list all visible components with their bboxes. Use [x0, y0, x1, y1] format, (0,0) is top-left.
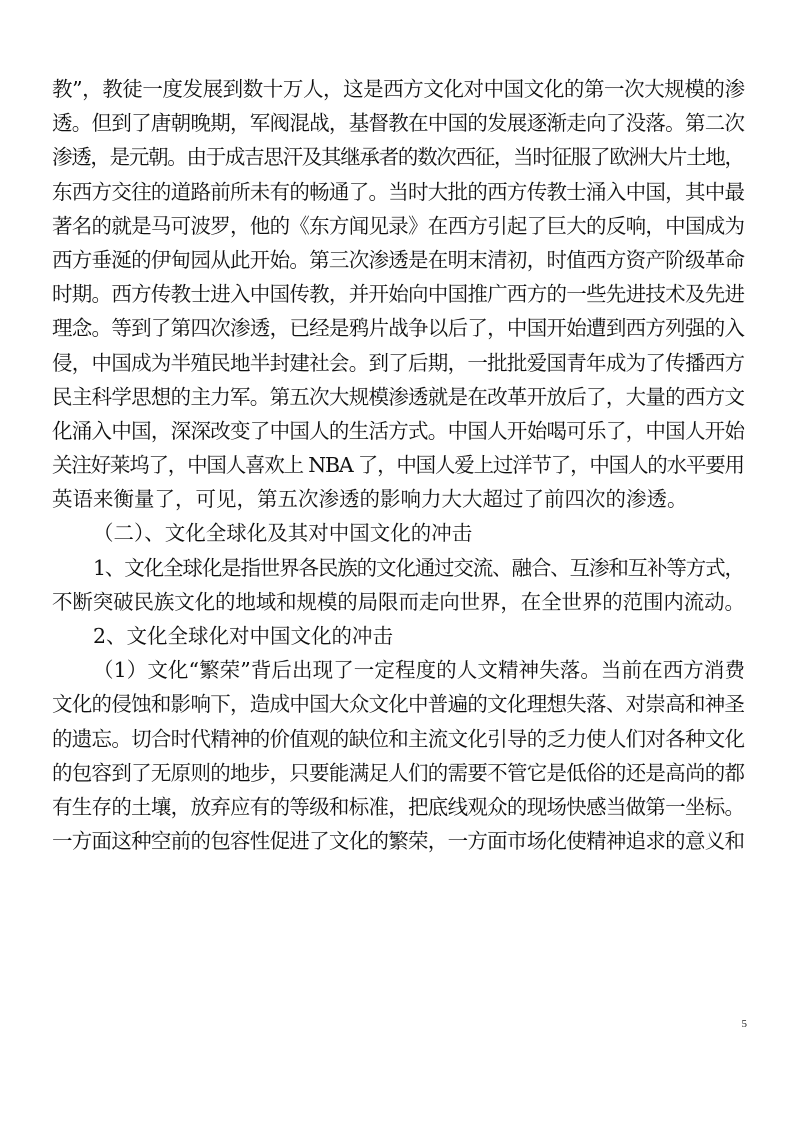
subheading-line: 2、文化全球化对中国文化的冲击	[93, 624, 394, 648]
text-line: 理念。等到了第四次渗透，已经是鸦片战争以后了，中国开始遭到西方列强的入	[52, 316, 745, 341]
text-line: 民主科学思想的主力军。第五次大规模渗透就是在改革开放后了，大量的西方文	[52, 384, 745, 409]
body-text	[52, 72, 745, 858]
text-line: 文化的侵蚀和影响下，造成中国大众文化中普遍的文化理想失落、对崇高和神圣	[52, 692, 745, 717]
text-line: 不断突破民族文化的地域和规模的局限而走向世界，在全世界的范围内流动。	[52, 589, 745, 614]
paragraph-start-line: 1、文化全球化是指世界各民族的文化通过交流、融合、互渗和互补等方式，	[93, 555, 744, 580]
text-line: 的遗忘。切合时代精神的价值观的缺位和主流文化引导的乏力使人们对各种文化	[52, 726, 745, 751]
text-line: 透。但到了唐朝晚期，军阀混战，基督教在中国的发展逐渐走向了没落。第二次	[52, 111, 745, 136]
text-line: 有生存的土壤，放弃应有的等级和标准，把底线观众的现场快感当做第一坐标。	[52, 794, 745, 819]
text-line: 侵，中国成为半殖民地半封建社会。到了后期，一批批爱国青年成为了传播西方	[52, 350, 745, 375]
text-line: 东西方交往的道路前所未有的畅通了。当时大批的西方传教士涌入中国，其中最	[52, 179, 745, 204]
paragraph-start-line: （1）文化“繁荣”背后出现了一定程度的人文精神失落。当前在西方消费	[93, 658, 745, 683]
text-line: 关注好莱坞了，中国人喜欢上 NBA 了，中国人爱上过洋节了，中国人的水平要用	[52, 453, 744, 478]
text-line: 一方面这种空前的包容性促进了文化的繁荣，一方面市场化使精神追求的意义和	[52, 829, 745, 854]
text-line: 西方垂涎的伊甸园从此开始。第三次渗透是在明末清初，时值西方资产阶级革命	[52, 247, 745, 272]
page-number: 5	[741, 1018, 747, 1030]
text-line: 的包容到了无原则的地步，只要能满足人们的需要不管它是低俗的还是高尚的都	[52, 760, 745, 785]
text-line: 英语来衡量了，可见，第五次渗透的影响力大大超过了前四次的渗透。	[52, 487, 688, 512]
section-heading: （二）、文化全球化及其对中国文化的冲击	[93, 521, 473, 546]
text-line: 渗透，是元朝。由于成吉思汗及其继承者的数次西征，当时征服了欧洲大片土地，	[52, 145, 744, 170]
text-line: 著名的就是马可波罗，他的《东方闻见录》在西方引起了巨大的反响，中国成为	[52, 213, 745, 238]
text-line: 教”，教徒一度发展到数十万人，这是西方文化对中国文化的第一次大规模的渗	[52, 77, 745, 101]
text-line: 时期。西方传教士进入中国传教，并开始向中国推广西方的一些先进技术及先进	[52, 282, 745, 307]
text-line: 化涌入中国，深深改变了中国人的生活方式。中国人开始喝可乐了，中国人开始	[52, 418, 745, 443]
